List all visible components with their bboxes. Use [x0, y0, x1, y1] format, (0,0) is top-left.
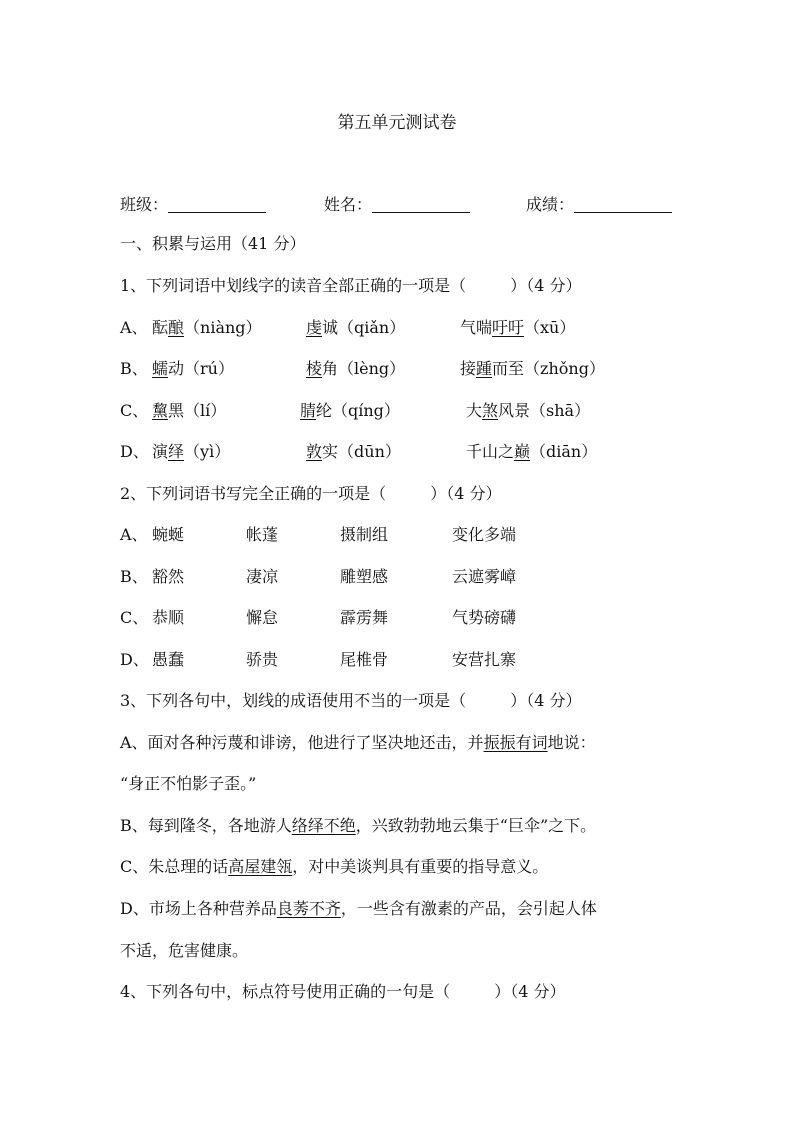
option-word: 接踵而至（zhǒng） [460, 359, 605, 378]
option-word: 敦实（dūn） [306, 442, 401, 461]
option-label: B、 [120, 359, 148, 378]
q3-option-a-continued: “身正不怕影子歪。” [120, 774, 257, 793]
option-label: C、 [120, 608, 149, 627]
q3-option-b: B、每到隆冬，各地游人络绎不绝，兴致勃勃地云集于“巨伞”之下。 [120, 816, 597, 835]
name-field [324, 192, 470, 215]
option-word: 愚蠢 [152, 650, 185, 669]
q2-option-c [120, 607, 580, 629]
option-word: 气喘吁吁（xū） [460, 318, 576, 337]
q2-option-b [120, 566, 580, 588]
option-label: A、 [120, 525, 148, 544]
option-word: 霹雳舞 [340, 608, 389, 627]
section-heading: 一、积累与运用（41 分） [120, 234, 306, 253]
q3-option-c: C、朱总理的话高屋建瓴，对中美谈判具有重要的指导意义。 [120, 857, 549, 876]
option-label: B、 [120, 567, 148, 586]
question-4-stem: 4、下列各句中，标点符号使用正确的一句是（ ）（4 分） [120, 982, 566, 1001]
q1-option-d [120, 441, 680, 463]
option-word: 安营扎寨 [452, 650, 517, 669]
q3-option-d: D、市场上各种营养品良莠不齐，一些含有激素的产品，会引起人体 [120, 899, 597, 918]
option-word: 酝酿（niàng） [152, 318, 262, 337]
question-1-stem: 1、下列词语中划线字的读音全部正确的一项是（ ）（4 分） [120, 276, 582, 295]
option-word: 气势磅礴 [452, 608, 517, 627]
option-word: 蜿蜒 [152, 525, 185, 544]
option-word: 虔诚（qiǎn） [306, 318, 406, 337]
q3-option-a: A、面对各种污蔑和诽谤，他进行了坚决地还击，并振振有词地说： [120, 733, 596, 752]
option-word: 变化多端 [452, 525, 517, 544]
q2-option-d [120, 649, 580, 671]
option-label: D、 [120, 442, 149, 461]
option-word: 棱角（lèng） [306, 359, 406, 378]
option-word: 大煞风景（shā） [466, 401, 591, 420]
question-2-stem: 2、下列词语书写完全正确的一项是（ ）（4 分） [120, 484, 502, 503]
option-word: 千山之巅（diān） [466, 442, 598, 461]
option-label: C、 [120, 401, 149, 420]
option-word: 恭顺 [152, 608, 185, 627]
option-word: 雕塑感 [340, 567, 389, 586]
option-word: 骄贵 [246, 650, 279, 669]
option-word: 凄凉 [246, 567, 279, 586]
q1-option-c [120, 400, 680, 422]
class-blank[interactable] [168, 196, 266, 213]
option-word: 黧黑（lí） [152, 401, 227, 420]
score-label: 成绩： [526, 195, 575, 214]
q1-option-b [120, 358, 680, 380]
option-word: 豁然 [152, 567, 185, 586]
option-word: 帐蓬 [246, 525, 279, 544]
name-label: 姓名： [324, 195, 373, 214]
class-field [120, 192, 266, 215]
option-label: A、 [120, 318, 148, 337]
option-word: 懈怠 [246, 608, 279, 627]
option-label: D、 [120, 650, 149, 669]
option-word: 演绎（yì） [152, 442, 231, 461]
q1-option-a [120, 317, 680, 339]
q3-option-d-continued: 不适，危害健康。 [120, 941, 249, 960]
option-word: 云遮雾嶂 [452, 567, 517, 586]
question-3-stem: 3、下列各句中，划线的成语使用不当的一项是（ ）（4 分） [120, 691, 582, 710]
q2-option-a [120, 524, 580, 546]
option-word: 蠕动（rú） [152, 359, 234, 378]
option-word: 腈纶（qíng） [300, 401, 400, 420]
option-word: 尾椎骨 [340, 650, 389, 669]
page-title: 第五单元测试卷 [337, 113, 457, 133]
class-label: 班级： [120, 195, 169, 214]
name-blank[interactable] [372, 196, 470, 213]
score-blank[interactable] [574, 196, 672, 213]
option-word: 摄制组 [340, 525, 389, 544]
score-field [526, 192, 672, 215]
